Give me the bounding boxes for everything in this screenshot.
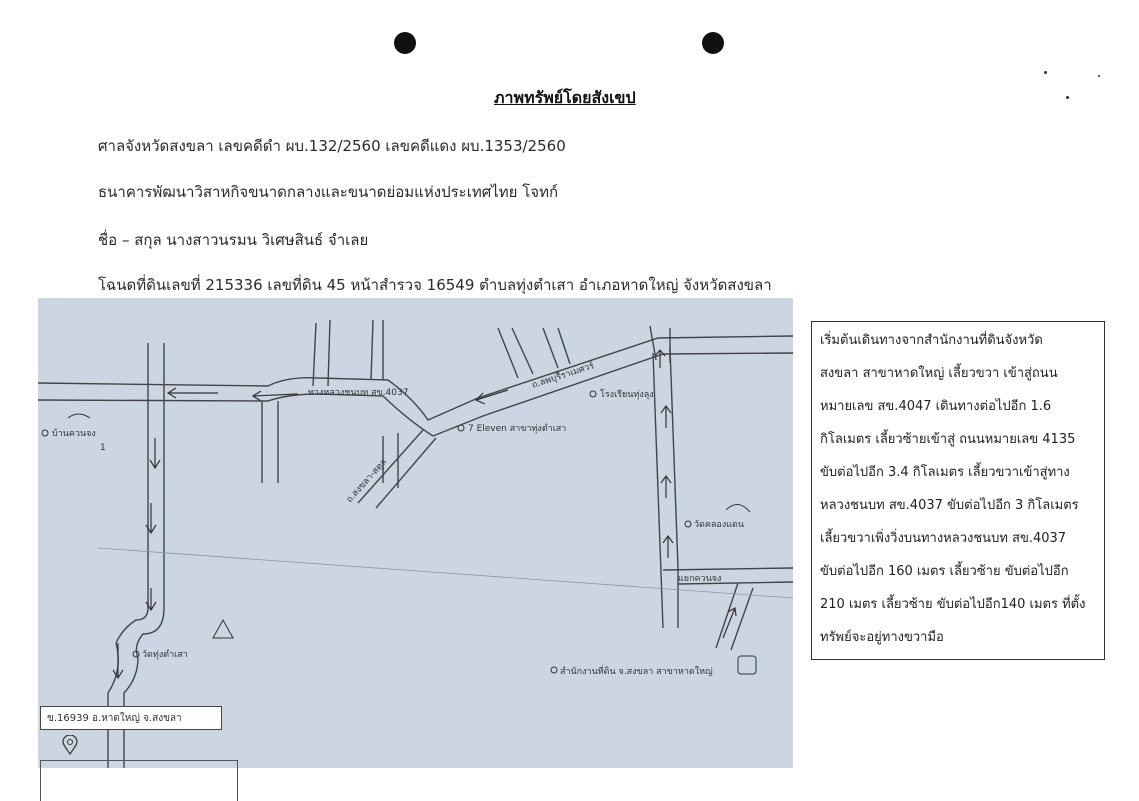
- map-label-road-left: บ้านควนจง: [52, 429, 96, 439]
- map-label-road-top-mid: ทางหลวงชนบท สข.4037: [308, 388, 409, 398]
- directions-line: ขับต่อไปอีก 3.4 กิโลเมตร เลี้ยวขวาเข้าสู่ทาง: [820, 465, 1070, 480]
- directions-line: ขับต่อไปอีก 160 เมตร เลี้ยวซ้าย ขับต่อไปอีก: [820, 564, 1069, 579]
- parcel-label-box: [40, 706, 222, 730]
- map-label-road-top-right: ถ.ลพบุรีราเมศวร์: [530, 361, 596, 391]
- map-label-junction: แยกควนจง: [678, 574, 722, 584]
- plaintiff-line: ธนาคารพัฒนาวิสาหกิจขนาดกลางและขนาดย่อมแห่งประเทศไทย โจทก์: [98, 183, 559, 201]
- punch-hole-right: [702, 32, 724, 54]
- directions-line: 210 เมตร เลี้ยวซ้าย ขับต่อไปอีก140 เมตร ที่ตั้ง: [820, 597, 1086, 612]
- route-map-sketch: [38, 298, 793, 768]
- map-label-school: โรงเรียนทุ่งลุง: [600, 390, 654, 400]
- directions-box: [811, 321, 1105, 660]
- punch-hole-left: [394, 32, 416, 54]
- directions-line: เลี้ยวขวาเพิ่งวิ่งบนทางหลวงชนบท สข.4037: [820, 531, 1067, 546]
- office-building-icon: [738, 656, 756, 674]
- parcel-label: ข.16939 อ.หาดใหญ่ จ.สงขลา: [47, 713, 182, 724]
- directions-line: ทรัพย์จะอยู่ทางขวามือ: [820, 630, 944, 645]
- document-title: ภาพทรัพย์โดยสังเขป: [494, 88, 636, 107]
- map-label-one: 1: [100, 443, 106, 453]
- speck: [1098, 75, 1100, 77]
- map-label-land-office: สำนักงานที่ดิน จ.สงขลา สาขาหาดใหญ่: [560, 667, 713, 677]
- directions-line: หมายเลข สข.4047 เดินทางต่อไปอีก 1.6: [820, 399, 1052, 414]
- title-deed-line: โฉนดที่ดินเลขที่ 215336 เลขที่ดิน 45 หน้าสำรวจ 16549 ตำบลทุ่งตำเสา อำเภอหาดใหญ่ จังหวัดสงขลา: [98, 276, 772, 294]
- route-map: [38, 298, 793, 768]
- directions-line: เริ่มต้นเดินทางจากสำนักงานที่ดินจังหวัด: [820, 333, 1043, 348]
- frame-line: [40, 760, 238, 801]
- court-case-line: ศาลจังหวัดสงขลา เลขคดีดำ ผบ.132/2560 เลขคดีแดง ผบ.1353/2560: [98, 137, 566, 155]
- directions-line: กิโลเมตร เลี้ยวซ้ายเข้าสู่ ถนนหมายเลข 4135: [820, 432, 1076, 447]
- map-label-temple-left: วัดทุ่งตำเสา: [142, 650, 188, 660]
- directions-line: หลวงชนบท สข.4037 ขับต่อไปอีก 3 กิโลเมตร: [820, 498, 1079, 513]
- map-label-road-diag: ถ.สงขลา-สตูล: [344, 457, 390, 506]
- defendant-line: ชื่อ – สกุล นางสาวนรมน วิเศษสินธ์ จำเลย: [98, 231, 369, 249]
- location-pin-icon: [62, 735, 78, 755]
- directions-line: สงขลา สาขาหาดใหญ่ เลี้ยวขวา เข้าสู่ถนน: [820, 366, 1058, 381]
- map-label-seven-eleven: 7 Eleven สาขาทุ่งตำเสา: [468, 424, 567, 434]
- speck: [1044, 71, 1047, 74]
- speck: [1066, 96, 1069, 99]
- map-label-temple-right: วัดคลองแดน: [694, 520, 745, 530]
- temple-icon: [213, 620, 233, 638]
